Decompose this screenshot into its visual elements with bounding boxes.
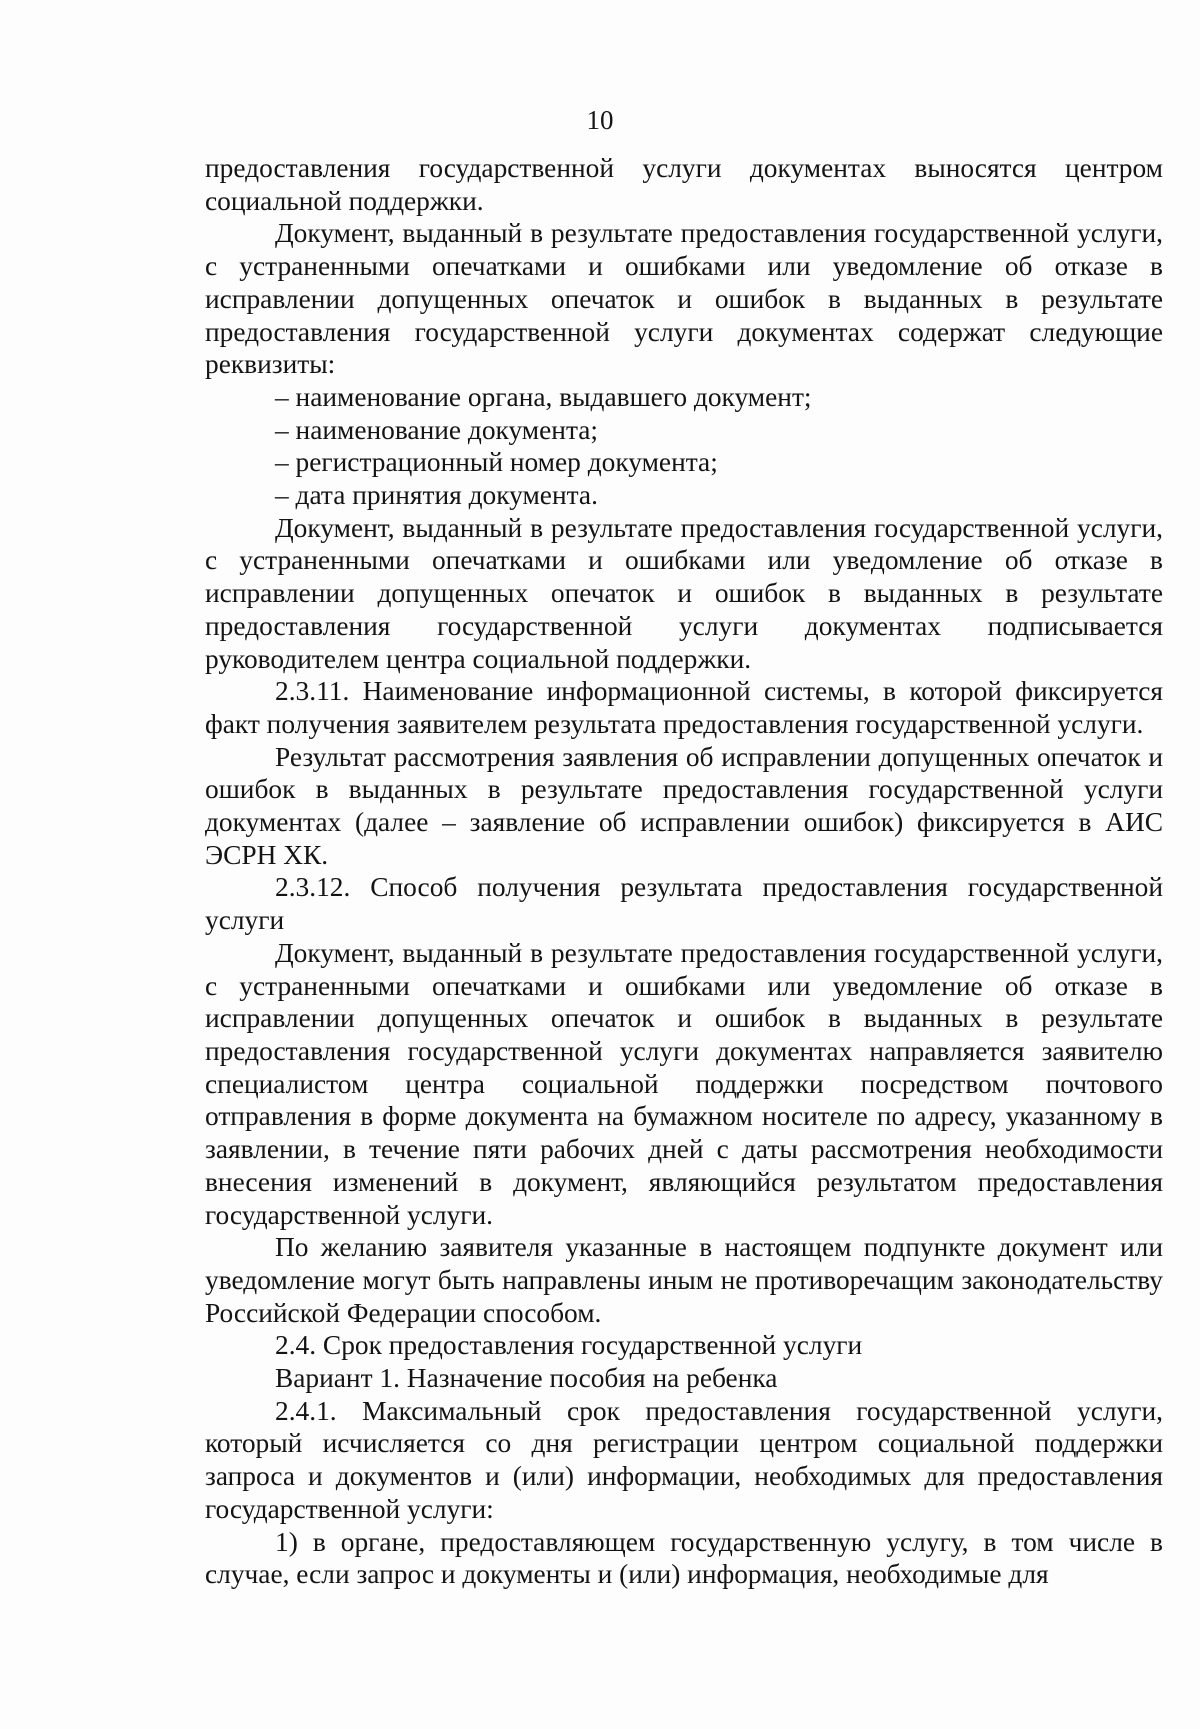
section-heading: 2.4. Срок предоставления государственной услуги — [275, 1330, 863, 1361]
section-heading: 2.3.11. Наименование информационной системы, в которой фиксируется факт получения заявителем результата предоставления государственной услуги. — [205, 676, 1163, 739]
subsection-heading: Вариант 1. Назначение пособия на ребенка — [275, 1363, 778, 1394]
paragraph: Документ, выданный в результате предоставления государственной услуги, с устраненными опечатками и ошибками или уведомление об отказе в исправлении допущенных опечаток и ошибок в выданных в результате предоставления государственной услуги документах направляется заявителю специалистом центра социальной поддержки посредством почтового отправления в форме документа на бумажном носителе по адресу, указанному в заявлении, в течение пяти рабочих дней с даты рассмотрения необходимости внесения изменений в документ, являющийся результатом предоставления государственной услуги. — [205, 937, 1163, 1230]
paragraph: 1) в органе, предоставляющем государственную услугу, в том числе в случае, если запрос и документы и (или) информация, необходимые для — [205, 1526, 1163, 1590]
page-number: 10 — [586, 105, 614, 135]
paragraph: Документ, выданный в результате предоставления государственной услуги, с устраненными опечатками и ошибками или уведомление об отказе в исправлении допущенных опечаток и ошибок в выданных в результате предоставления государственной услуги документах подписывается руководителем центра социальной поддержки. — [205, 512, 1163, 674]
list-item: – регистрационный номер документа; — [275, 447, 718, 478]
paragraph: Результат рассмотрения заявления об исправлении допущенных опечаток и ошибок в выданных в результате предоставления государственной услуги документах (далее – заявление об исправлении ошибок) фиксируется в АИС ЭСРН ХК. — [205, 741, 1163, 870]
list-item: – наименование органа, выдавшего документ; — [275, 381, 812, 412]
list-item: – дата принятия документа. — [275, 480, 598, 511]
paragraph: предоставления государственной услуги документах выносятся центром социальной поддержки. — [205, 153, 1163, 216]
section-heading: 2.3.12. Способ получения результата предоставления государственной услуги — [205, 872, 1163, 936]
document-body — [205, 152, 1163, 1591]
list-item: – наименование документа; — [275, 414, 599, 445]
paragraph: 2.4.1. Максимальный срок предоставления государственной услуги, который исчисляется со дня регистрации центром социальной поддержки запроса и документов и (или) информации, необходимых для предоставления государственной услуги: — [205, 1395, 1163, 1524]
paragraph: По желанию заявителя указанные в настоящем подпункте документ или уведомление могут быть направлены иным не противоречащим законодательству Российской Федерации способом. — [205, 1232, 1163, 1328]
paragraph: Документ, выданный в результате предоставления государственной услуги, с устраненными опечатками и ошибками или уведомление об отказе в исправлении допущенных опечаток и ошибок в выданных в результате предоставления государственной услуги документах содержат следующие реквизиты: — [205, 218, 1163, 380]
